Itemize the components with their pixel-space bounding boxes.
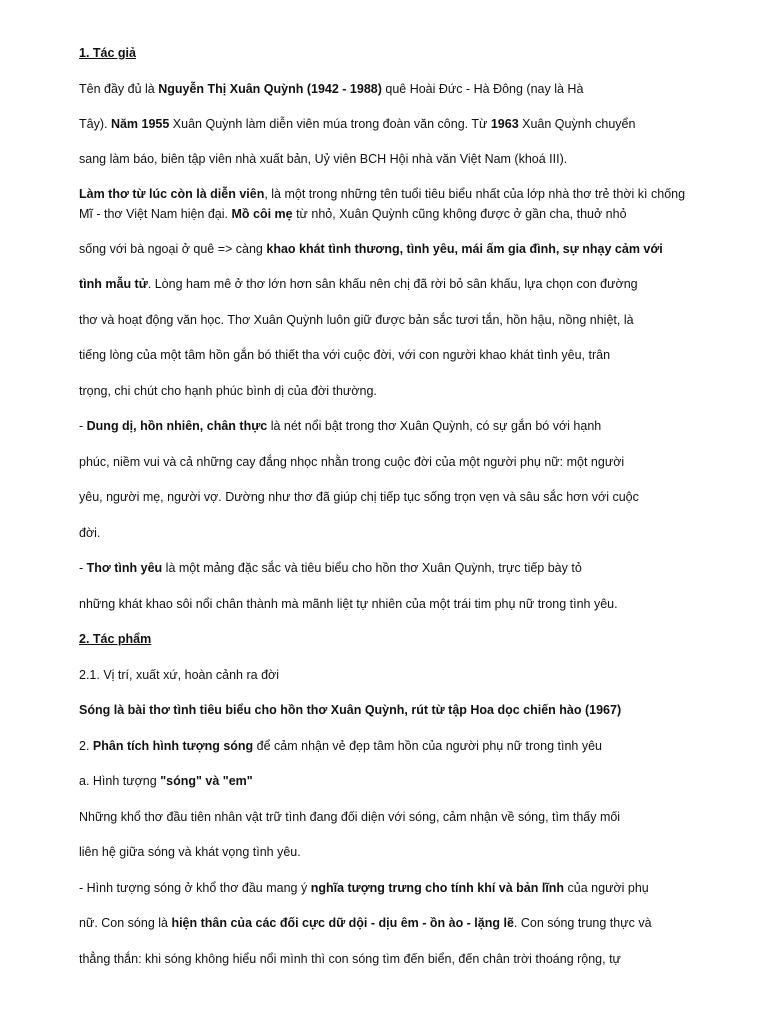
paragraph-line: Tên đầy đủ là Nguyễn Thị Xuân Quỳnh (1942 - 1988) quê Hoài Đức - Hà Đông (nay là Hà bbox=[79, 82, 584, 96]
paragraph-line: thơ và hoạt động văn học. Thơ Xuân Quỳnh luôn giữ được bản sắc tươi tắn, hồn hậu, nồng nhiệt, là bbox=[79, 313, 634, 327]
paragraph-line: phúc, niềm vui và cả những cay đắng nhọc nhằn trong cuộc đời của một người phụ nữ: một người bbox=[79, 455, 625, 469]
heading-work: 2. Tác phẩm bbox=[79, 632, 152, 646]
paragraph-line: Tây). Năm 1955 Xuân Quỳnh làm diễn viên múa trong đoàn văn công. Từ 1963 Xuân Quỳnh chuyển bbox=[79, 117, 636, 131]
paragraph-line: đời. bbox=[79, 526, 101, 540]
paragraph-line: tiếng lòng của một tâm hồn gắn bó thiết tha với cuộc đời, với con người khao khát tình yêu, trân bbox=[79, 348, 611, 362]
paragraph-line: trọng, chi chút cho hạnh phúc bình dị của đời thường. bbox=[79, 384, 377, 398]
paragraph-line: những khát khao sôi nổi chân thành mà mãnh liệt tự nhiên của một trái tim phụ nữ trong tình yêu. bbox=[79, 597, 618, 611]
paragraph-line: - Hình tượng sóng ở khổ thơ đầu mang ý nghĩa tượng trưng cho tính khí và bản lĩnh của người phụ bbox=[79, 881, 649, 895]
paragraph-line: Mĩ - thơ Việt Nam hiện đại. Mồ côi mẹ từ nhỏ, Xuân Quỳnh cũng không được ở gần cha, thuở nhỏ bbox=[79, 207, 627, 221]
paragraph-line: - Dung dị, hồn nhiên, chân thực là nét nổi bật trong thơ Xuân Quỳnh, có sự gắn bó với hạnh bbox=[79, 419, 602, 433]
paragraph-line: Những khổ thơ đầu tiên nhân vật trữ tình đang đối diện với sóng, cảm nhận về sóng, tìm thấy mối bbox=[79, 810, 621, 824]
paragraph-line: yêu, người mẹ, người vợ. Dường như thơ đã giúp chị tiếp tục sống trọn vẹn và sâu sắc hơn với cuộc bbox=[79, 490, 639, 504]
subheading: 2.1. Vị trí, xuất xứ, hoàn cảnh ra đời bbox=[79, 668, 279, 682]
paragraph-line: Làm thơ từ lúc còn là diễn viên, là một trong những tên tuổi tiêu biểu nhất của lớp nhà thơ trẻ thời kì chống bbox=[79, 187, 686, 201]
paragraph-line: tình mẫu tử. Lòng ham mê ở thơ lớn hơn sân khấu nên chị đã rời bỏ sân khấu, lựa chọn con đường bbox=[79, 277, 638, 291]
paragraph-line: nữ. Con sóng là hiện thân của các đối cực dữ dội - dịu êm - ồn ào - lặng lẽ. Con sóng trung thực và bbox=[79, 916, 652, 930]
paragraph-line: liên hệ giữa sóng và khát vọng tình yêu. bbox=[79, 845, 301, 859]
subheading: a. Hình tượng "sóng" và "em" bbox=[79, 774, 253, 788]
heading-author: 1. Tác giả bbox=[79, 46, 136, 60]
paragraph-line: sống với bà ngoại ở quê => càng khao khát tình thương, tình yêu, mái ấm gia đình, sự nhạy cảm với bbox=[79, 242, 663, 256]
subheading: 2. Phân tích hình tượng sóng để cảm nhận vẻ đẹp tâm hồn của người phụ nữ trong tình yêu bbox=[79, 739, 602, 753]
paragraph-line: thẳng thắn: khi sóng không hiểu nổi mình thì con sóng tìm đến biển, đến chân trời thoáng rộng, tự bbox=[79, 952, 621, 966]
paragraph-line: - Thơ tình yêu là một mảng đặc sắc và tiêu biểu cho hồn thơ Xuân Quỳnh, trực tiếp bày tỏ bbox=[79, 561, 582, 575]
paragraph-line: sang làm báo, biên tập viên nhà xuất bản, Uỷ viên BCH Hội nhà văn Việt Nam (khoá III). bbox=[79, 152, 568, 166]
paragraph-line: Sóng là bài thơ tình tiêu biểu cho hồn thơ Xuân Quỳnh, rút từ tập Hoa dọc chiến hào (1967) bbox=[79, 703, 622, 717]
